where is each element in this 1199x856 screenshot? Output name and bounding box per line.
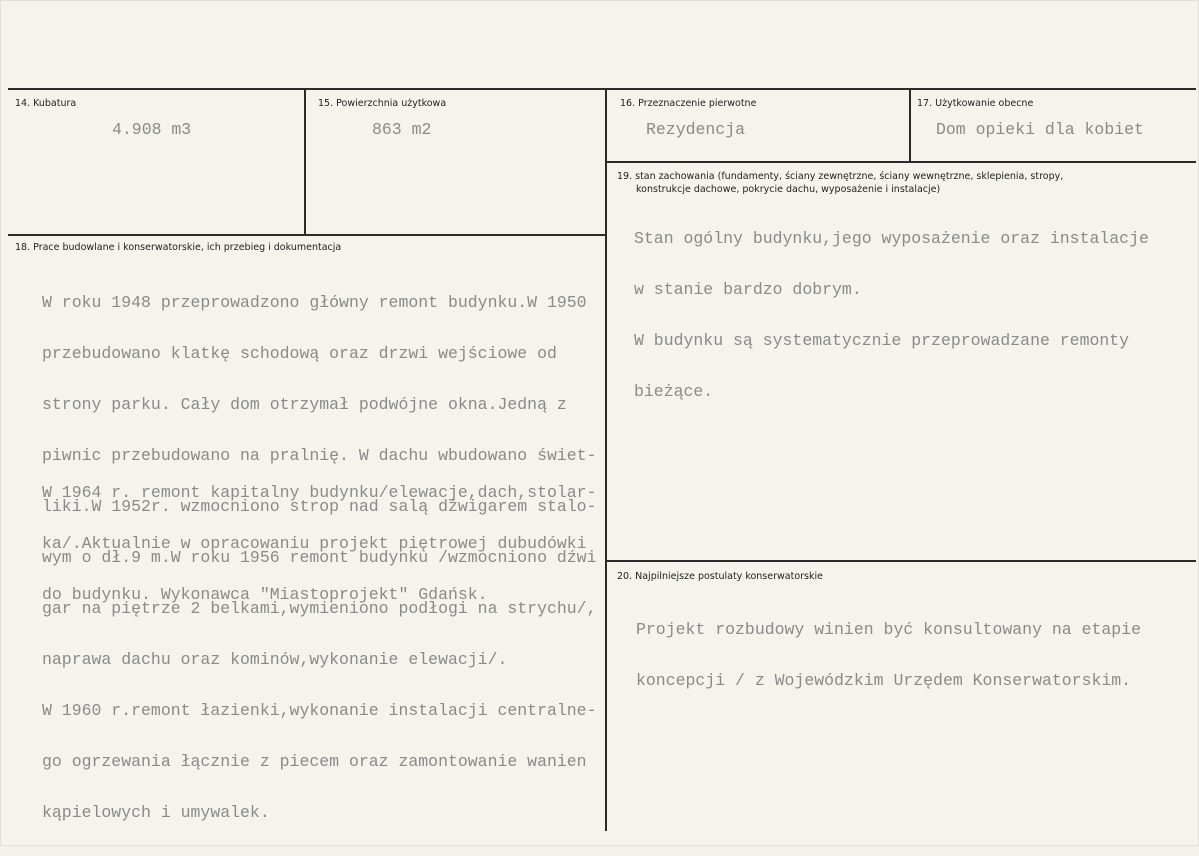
field-20-line: koncepcji / z Wojewódzkim Urzędem Konserwatorskim.	[636, 671, 1132, 690]
field-14-value: 4.908 m3	[112, 120, 192, 139]
divider-v2	[605, 89, 607, 831]
field-19-text	[634, 196, 1149, 434]
field-18-line: go ogrzewania łącznie z piecem oraz zamontowanie wanien	[42, 752, 587, 771]
field-14-label: 14. Kubatura	[15, 98, 77, 109]
field-19-line: Stan ogólny budynku,jego wyposażenie oraz instalacje	[634, 229, 1149, 248]
field-18-line: liki.W 1952r. wzmocniono strop nad salą dźwigarem stalo-	[42, 497, 597, 516]
field-18-line: W roku 1948 przeprowadzono główny remont budynku.W 1950	[42, 293, 587, 312]
field-18-line: strony parku. Cały dom otrzymał podwójne okna.Jedną z	[42, 395, 567, 414]
field-18-line: naprawa dachu oraz kominów,wykonanie elewacji/.	[42, 650, 508, 669]
field-15-value: 863 m2	[372, 120, 432, 139]
field-17-value: Dom opieki dla kobiet	[936, 120, 1144, 139]
field-19-label: 19. stan zachowania (fundamenty, ściany zewnętrzne, ściany wewnętrzne, sklepienia, stropy,	[617, 171, 1064, 182]
field-18-line: do budynku. Wykonawca "Miastoprojekt" Gdańsk.	[42, 585, 488, 604]
field-18-line: gar na piętrze 2 belkami,wymieniono podłogi na strychu/,	[42, 599, 597, 618]
divider-v3	[909, 89, 911, 162]
field-18-line: ka/.Aktualnie w opracowaniu projekt piętrowej dubudówki	[42, 534, 587, 553]
field-19-line: W budynku są systematycznie przeprowadzane remonty	[634, 331, 1130, 350]
field-16-label: 16. Przeznaczenie pierwotne	[620, 98, 757, 109]
divider-v1	[304, 89, 306, 235]
field-18-line: piwnic przebudowano na pralnię. W dachu wbudowano świet-	[42, 446, 597, 465]
divider-h-right2	[606, 560, 1196, 562]
field-18-line: W 1964 r. remont kapitalny budynku/elewacje,dach,stolar-	[42, 483, 597, 502]
field-18-line: przebudowano klatkę schodową oraz drzwi wejściowe od	[42, 344, 557, 363]
field-18-label: 18. Prace budowlane i konserwatorskie, ich przebieg i dokumentacja	[15, 242, 342, 253]
field-18-line: kąpielowych i umywalek.	[42, 803, 270, 822]
field-19-line: bieżące.	[634, 382, 714, 401]
field-20-text	[636, 587, 1141, 723]
field-18-text-2	[42, 450, 597, 637]
field-16-value: Rezydencja	[646, 120, 746, 139]
field-20-label: 20. Najpilniejsze postulaty konserwatorskie	[617, 571, 823, 582]
field-19-line: w stanie bardzo dobrym.	[634, 280, 862, 299]
field-18-line: W 1960 r.remont łazienki,wykonanie instalacji centralne-	[42, 701, 597, 720]
field-15-label: 15. Powierzchnia użytkowa	[318, 98, 447, 109]
field-20-line: Projekt rozbudowy winien być konsultowany na etapie	[636, 620, 1141, 639]
divider-h-left	[8, 234, 606, 236]
field-17-label: 17. Użytkowanie obecne	[917, 98, 1034, 109]
field-18-line: wym o dł.9 m.W roku 1956 remont budynku /wzmocniono dźwi	[42, 548, 597, 567]
divider-h-right1	[606, 161, 1196, 163]
top-rule	[8, 88, 1196, 90]
field-19-label-cont: konstrukcje dachowe, pokrycie dachu, wyposażenie i instalacje)	[636, 184, 941, 195]
